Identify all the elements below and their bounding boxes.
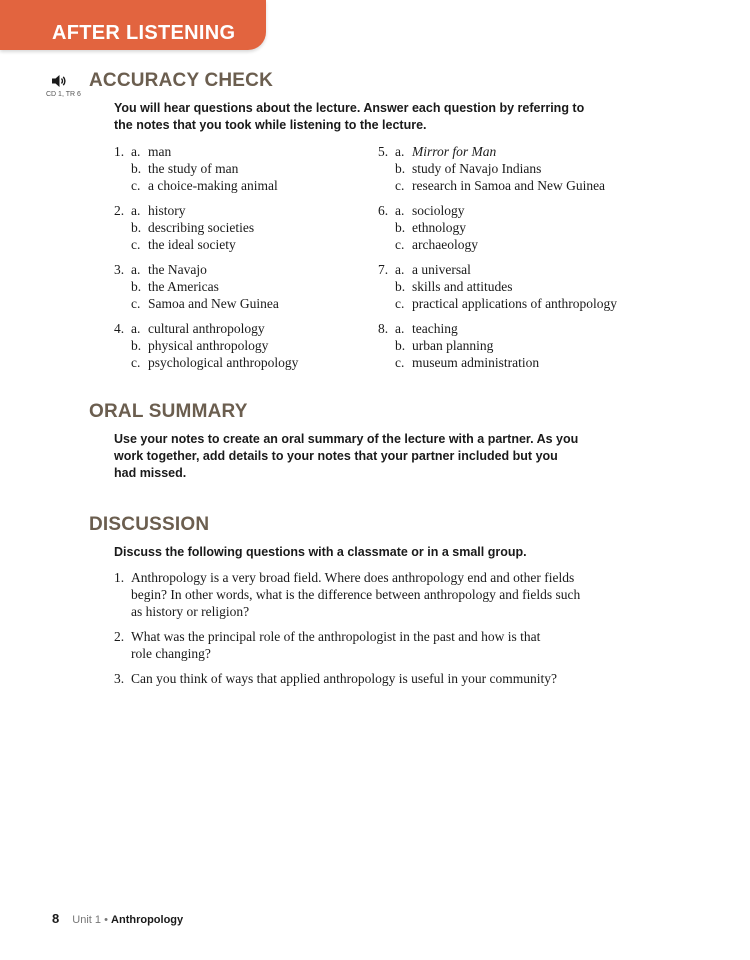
discussion-line: role changing? — [131, 646, 211, 661]
unit-label: Unit 1 — [72, 914, 102, 926]
option-letter: a. — [131, 262, 141, 277]
option-text: a universal — [412, 262, 471, 277]
question-number: 6. — [378, 203, 389, 218]
section-banner — [0, 0, 266, 50]
footer-separator: • — [104, 914, 108, 926]
option-text: psychological anthropology — [148, 355, 299, 370]
option-text: urban planning — [412, 338, 494, 353]
option-text: Mirror for Man — [412, 144, 497, 159]
option-letter: b. — [131, 338, 142, 353]
option-text: physical anthropology — [148, 338, 269, 353]
discussion-line: What was the principal role of the anthropologist in the past and how is that — [131, 629, 541, 644]
option-text: describing societies — [148, 220, 255, 235]
option-letter: a. — [131, 144, 141, 159]
option-letter: b. — [395, 338, 406, 353]
option-text: ethnology — [412, 220, 466, 235]
option-letter: c. — [131, 355, 141, 370]
option-letter: b. — [131, 161, 142, 176]
discussion-number: 1. — [114, 570, 125, 585]
discussion-question — [131, 569, 631, 620]
question-number: 7. — [378, 262, 389, 277]
page-number: 8 — [52, 911, 60, 926]
discussion-question — [131, 670, 631, 687]
option-letter: a. — [395, 262, 405, 277]
option-letter: b. — [395, 161, 406, 176]
discussion-line: Can you think of ways that applied anthropology is useful in your community? — [131, 671, 557, 686]
option-text: man — [148, 144, 172, 159]
option-text: skills and attitudes — [412, 279, 513, 294]
oral-summary-line2: work together, add details to your notes that your partner included but you — [114, 449, 558, 463]
oral-summary-line1: Use your notes to create an oral summary of the lecture with a partner. As you — [114, 432, 579, 446]
option-text: Samoa and New Guinea — [148, 296, 279, 311]
option-text: study of Navajo Indians — [412, 161, 542, 176]
accuracy-check-heading: ACCURACY CHECK — [89, 70, 274, 91]
option-text: history — [148, 203, 186, 218]
accuracy-instructions-line1: You will hear questions about the lecture. Answer each question by referring to — [114, 101, 585, 115]
discussion-number: 2. — [114, 629, 125, 644]
option-letter: c. — [131, 178, 141, 193]
option-letter: c. — [395, 296, 405, 311]
option-letter: a. — [395, 203, 405, 218]
banner-title: AFTER LISTENING — [52, 22, 236, 44]
question-number: 5. — [378, 144, 389, 159]
option-text: museum administration — [412, 355, 540, 370]
discussion-instructions: Discuss the following questions with a classmate or in a small group. — [114, 545, 527, 559]
option-text: the ideal society — [148, 237, 236, 252]
discussion-heading: DISCUSSION — [89, 514, 210, 535]
speaker-icon[interactable] — [51, 74, 67, 88]
option-letter: c. — [395, 237, 405, 252]
option-text: the study of man — [148, 161, 239, 176]
discussion-question — [131, 628, 631, 662]
discussion-line: Anthropology is a very broad field. Where does anthropology end and other fields — [131, 570, 575, 585]
question-number: 3. — [114, 262, 125, 277]
question-number: 4. — [114, 321, 125, 336]
option-letter: a. — [131, 321, 141, 336]
option-letter: a. — [131, 203, 141, 218]
option-text: research in Samoa and New Guinea — [412, 178, 606, 193]
option-text: practical applications of anthropology — [412, 296, 618, 311]
track-label: CD 1, TR 6 — [46, 91, 81, 98]
accuracy-instructions — [114, 100, 584, 134]
option-letter: a. — [395, 144, 405, 159]
oral-summary-line3: had missed. — [114, 466, 187, 480]
option-text: teaching — [412, 321, 458, 336]
option-text: the Navajo — [148, 262, 207, 277]
option-text: the Americas — [148, 279, 219, 294]
accuracy-instructions-line2: the notes that you took while listening to the lecture. — [114, 118, 427, 132]
option-text: cultural anthropology — [148, 321, 265, 336]
oral-summary-text — [114, 431, 578, 482]
option-letter: c. — [395, 178, 405, 193]
option-letter: a. — [395, 321, 405, 336]
option-text: a choice-making animal — [148, 178, 278, 193]
unit-name: Anthropology — [111, 914, 184, 926]
option-letter: c. — [131, 237, 141, 252]
discussion-number: 3. — [114, 671, 125, 686]
question-number: 8. — [378, 321, 389, 336]
question-number: 1. — [114, 144, 125, 159]
discussion-line: as history or religion? — [131, 604, 250, 619]
option-letter: b. — [131, 279, 142, 294]
page-footer — [52, 911, 183, 926]
option-text: sociology — [412, 203, 465, 218]
option-letter: b. — [131, 220, 142, 235]
option-letter: c. — [131, 296, 141, 311]
option-letter: b. — [395, 279, 406, 294]
oral-summary-heading: ORAL SUMMARY — [89, 401, 248, 422]
question-number: 2. — [114, 203, 125, 218]
option-text: archaeology — [412, 237, 478, 252]
option-letter: b. — [395, 220, 406, 235]
discussion-line: begin? In other words, what is the difference between anthropology and fields such — [131, 587, 581, 602]
option-letter: c. — [395, 355, 405, 370]
